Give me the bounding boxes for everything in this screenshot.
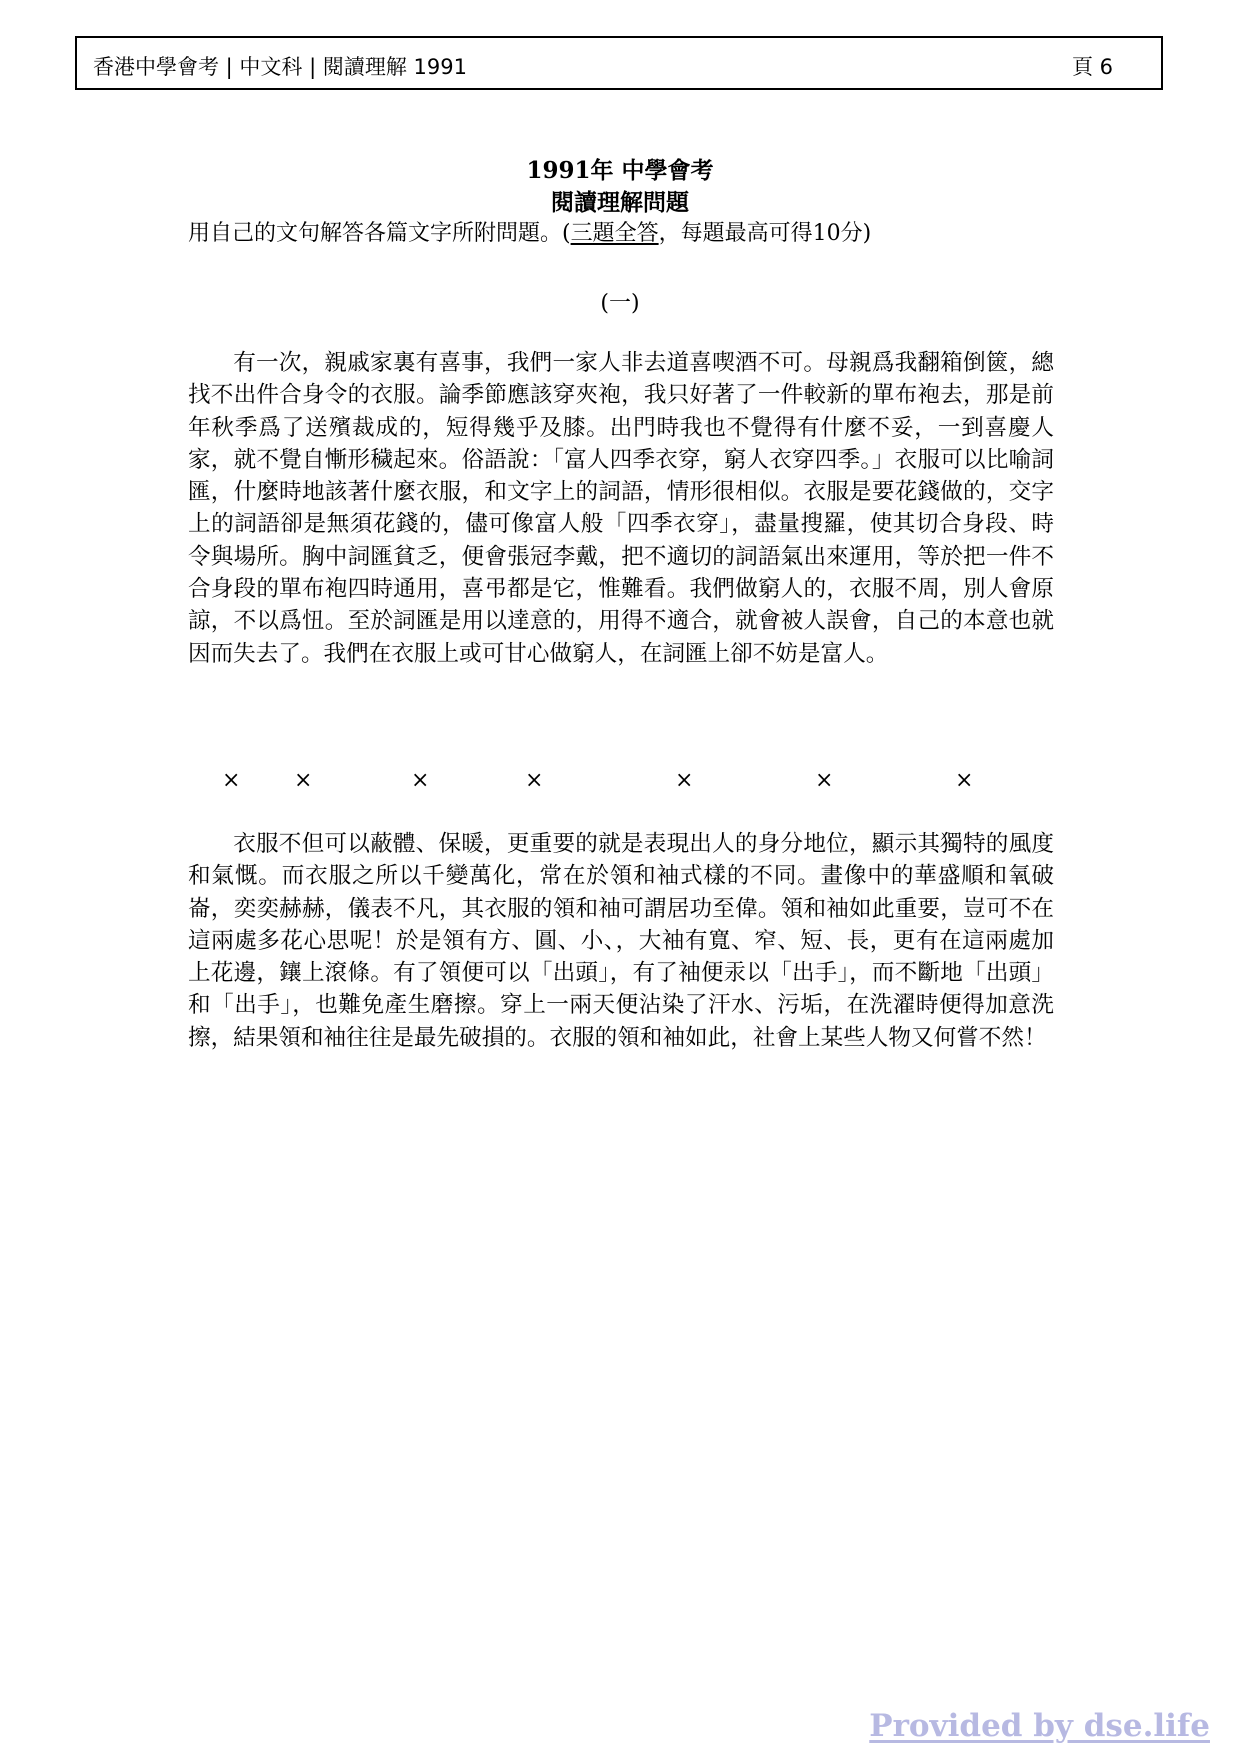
instruction-before: 用自己的文句解答各篇文字所附問題。( xyxy=(188,221,571,246)
separator-mark: × xyxy=(294,768,313,793)
separator-mark: × xyxy=(815,768,834,793)
exam-title: 1991年 中學會考 xyxy=(526,157,714,184)
separator-mark: × xyxy=(222,768,241,793)
instruction-after: ，每題最高可得10分) xyxy=(658,221,872,246)
separator-mark: × xyxy=(955,768,974,793)
watermark: Provided by dse.life xyxy=(869,1708,1210,1744)
exam-subtitle: 閱讀理解問題 xyxy=(551,189,689,216)
header-title: 香港中學會考 | 中文科 | 閱讀理解 1991 xyxy=(93,55,467,79)
page-header xyxy=(75,36,1163,90)
instruction xyxy=(188,216,871,247)
instruction-underlined: 三題全答 xyxy=(570,221,659,246)
separator-mark: × xyxy=(675,768,694,793)
paragraph-1: 有一次，親戚家裏有喜事，我們一家人非去道喜喫酒不可。母親爲我翻箱倒篋，總找不出件合身令的衣服。論季節應該穿夾袍，我只好著了一件較新的單布袍去，那是前年秋季爲了送殯裁成的，短得幾乎及膝。出門時我也不覺得有什麼不妥，一到喜慶人家，就不覺自慚形穢起來。俗語說：「富人四季衣穿，窮人衣穿四季。」衣服可以比喻詞匯，什麼時地該著什麼衣服，和文字上的詞語，情形很相似。衣服是要花錢做的，交字上的詞語卻是無須花錢的，儘可像富人般「四季衣穿」，盡量搜羅，使其切合身段、時令與場所。胸中詞匯貧乏，便會張冠李戴，把不適切的詞語氣出來運用，等於把一件不合身段的單布袍四時通用，喜弔都是它，惟難看。我們做窮人的，衣服不周，別人會原諒，不以爲忸。至於詞匯是用以達意的，用得不適合，就會被人誤會，自己的本意也就因而失去了。我們在衣服上或可甘心做窮人，在詞匯上卻不妨是富人。 xyxy=(188,350,1054,667)
page-number: 頁 6 xyxy=(1071,55,1113,79)
paragraph-2: 衣服不但可以蔽體、保暖，更重要的就是表現出人的身分地位，顯示其獨特的風度和氣慨。而衣服之所以千變萬化，常在於領和袖式樣的不同。畫像中的華盛順和氧破崙，奕奕赫赫，儀表不凡，其衣服的領和袖可謂居功至偉。領和袖如此重要，豈可不在這兩處多花心思呢！於是領有方、圓、小、，大袖有寬、窄、短、長，更有在這兩處加上花邊，鑲上滾條。有了領便可以「出頭」，有了袖便汞以「出手」，而不斷地「出頭」和「出手」，也難免產生磨擦。穿上一兩天便沾染了汗水、污垢，在洗濯時便得加意洗擦，結果領和袖往往是最先破損的。衣服的領和袖如此，社會上某些人物又何嘗不然！ xyxy=(188,831,1054,1051)
separator-mark: × xyxy=(411,768,430,793)
section-number: (一) xyxy=(600,291,640,316)
separator-mark: × xyxy=(525,768,544,793)
